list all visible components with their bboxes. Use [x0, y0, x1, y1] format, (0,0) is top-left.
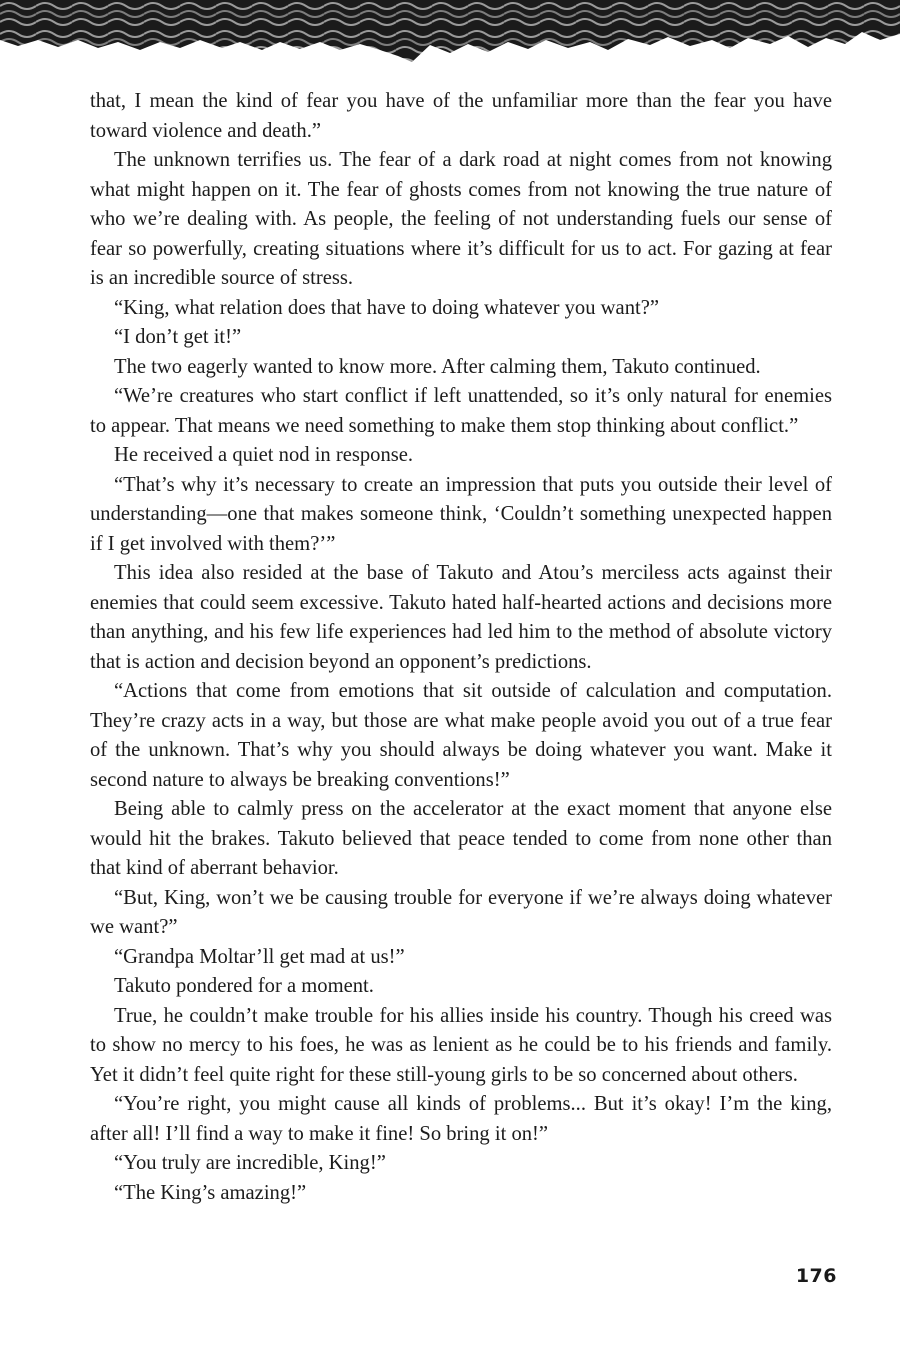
paragraph-6: “We’re creatures who start conflict if left unattended, so it’s only natural for enemies to appear. That means we need something to make them stop thinking about conflict.”	[90, 385, 832, 437]
paragraph-12: “But, King, won’t we be causing trouble for everyone if we’re always doing whatever we want?”	[90, 886, 832, 938]
paragraph-18: “The King’s amazing!”	[114, 1181, 307, 1204]
paragraph-5: The two eagerly wanted to know more. After calming them, Takuto continued.	[114, 355, 761, 378]
paragraph-15: True, he couldn’t make trouble for his allies inside his country. Though his creed was to show no mercy to his foes, he was as lenient as he could be to his friends and family. Yet it didn’t feel quite right for these still-young girls to be so concerned about others.	[90, 1004, 832, 1086]
paragraph-7: He received a quiet nod in response.	[114, 444, 414, 466]
paragraph-4: “I don’t get it!”	[114, 326, 242, 348]
paragraph-16: “You’re right, you might cause all kinds of problems... But it’s okay! I’m the king, after all! I’ll find a way to make it fine! So bring it on!”	[90, 1093, 832, 1145]
paragraph-8: “That’s why it’s necessary to create an impression that puts you outside their level of understanding—one that makes someone think, ‘Couldn’t something unexpected happen if I get involved with them?’”	[90, 473, 832, 555]
paragraph-17: “You truly are incredible, King!”	[114, 1152, 386, 1174]
paragraph-10: “Actions that come from emotions that sit outside of calculation and computation. They’re crazy acts in a way, but those are what make people avoid you out of a true fear of the unknown. That’s why you should always be doing whatever you want. Make it second nature to always be breaking conventions!”	[90, 680, 832, 791]
paragraph-2: The unknown terrifies us. The fear of a dark road at night comes from not knowing what might happen on it. The fear of ghosts comes from not knowing the true nature of who we’re dealing with. As people, the feeling of not understanding fuels our sense of fear so powerfully, creating situations where it’s difficult for us to act. For gazing at fear is an incredible source of stress.	[90, 149, 832, 289]
paragraph-11: Being able to calmly press on the accelerator at the exact moment that anyone else would hit the brakes. Takuto believed that peace tended to come from none other than that kind of aberrant behavior.	[90, 798, 832, 879]
body-text	[90, 87, 832, 1208]
paragraph-14: Takuto pondered for a moment.	[114, 975, 374, 997]
torn-header-banner	[0, 0, 900, 80]
paragraph-1: that, I mean the kind of fear you have of the unfamiliar more than the fear you have toward violence and death.”	[90, 90, 832, 142]
paragraph-3: “King, what relation does that have to doing whatever you want?”	[114, 296, 659, 319]
page-number: 176	[795, 1265, 837, 1287]
paragraph-9: This idea also resided at the base of Takuto and Atou’s merciless acts against their enemies that could seem excessive. Takuto hated half-hearted actions and decisions more than anything, and his few life experiences had led him to the method of absolute victory that is action and decision beyond an opponent’s predictions.	[90, 562, 832, 673]
paragraph-13: “Grandpa Moltar’ll get mad at us!”	[114, 945, 405, 968]
